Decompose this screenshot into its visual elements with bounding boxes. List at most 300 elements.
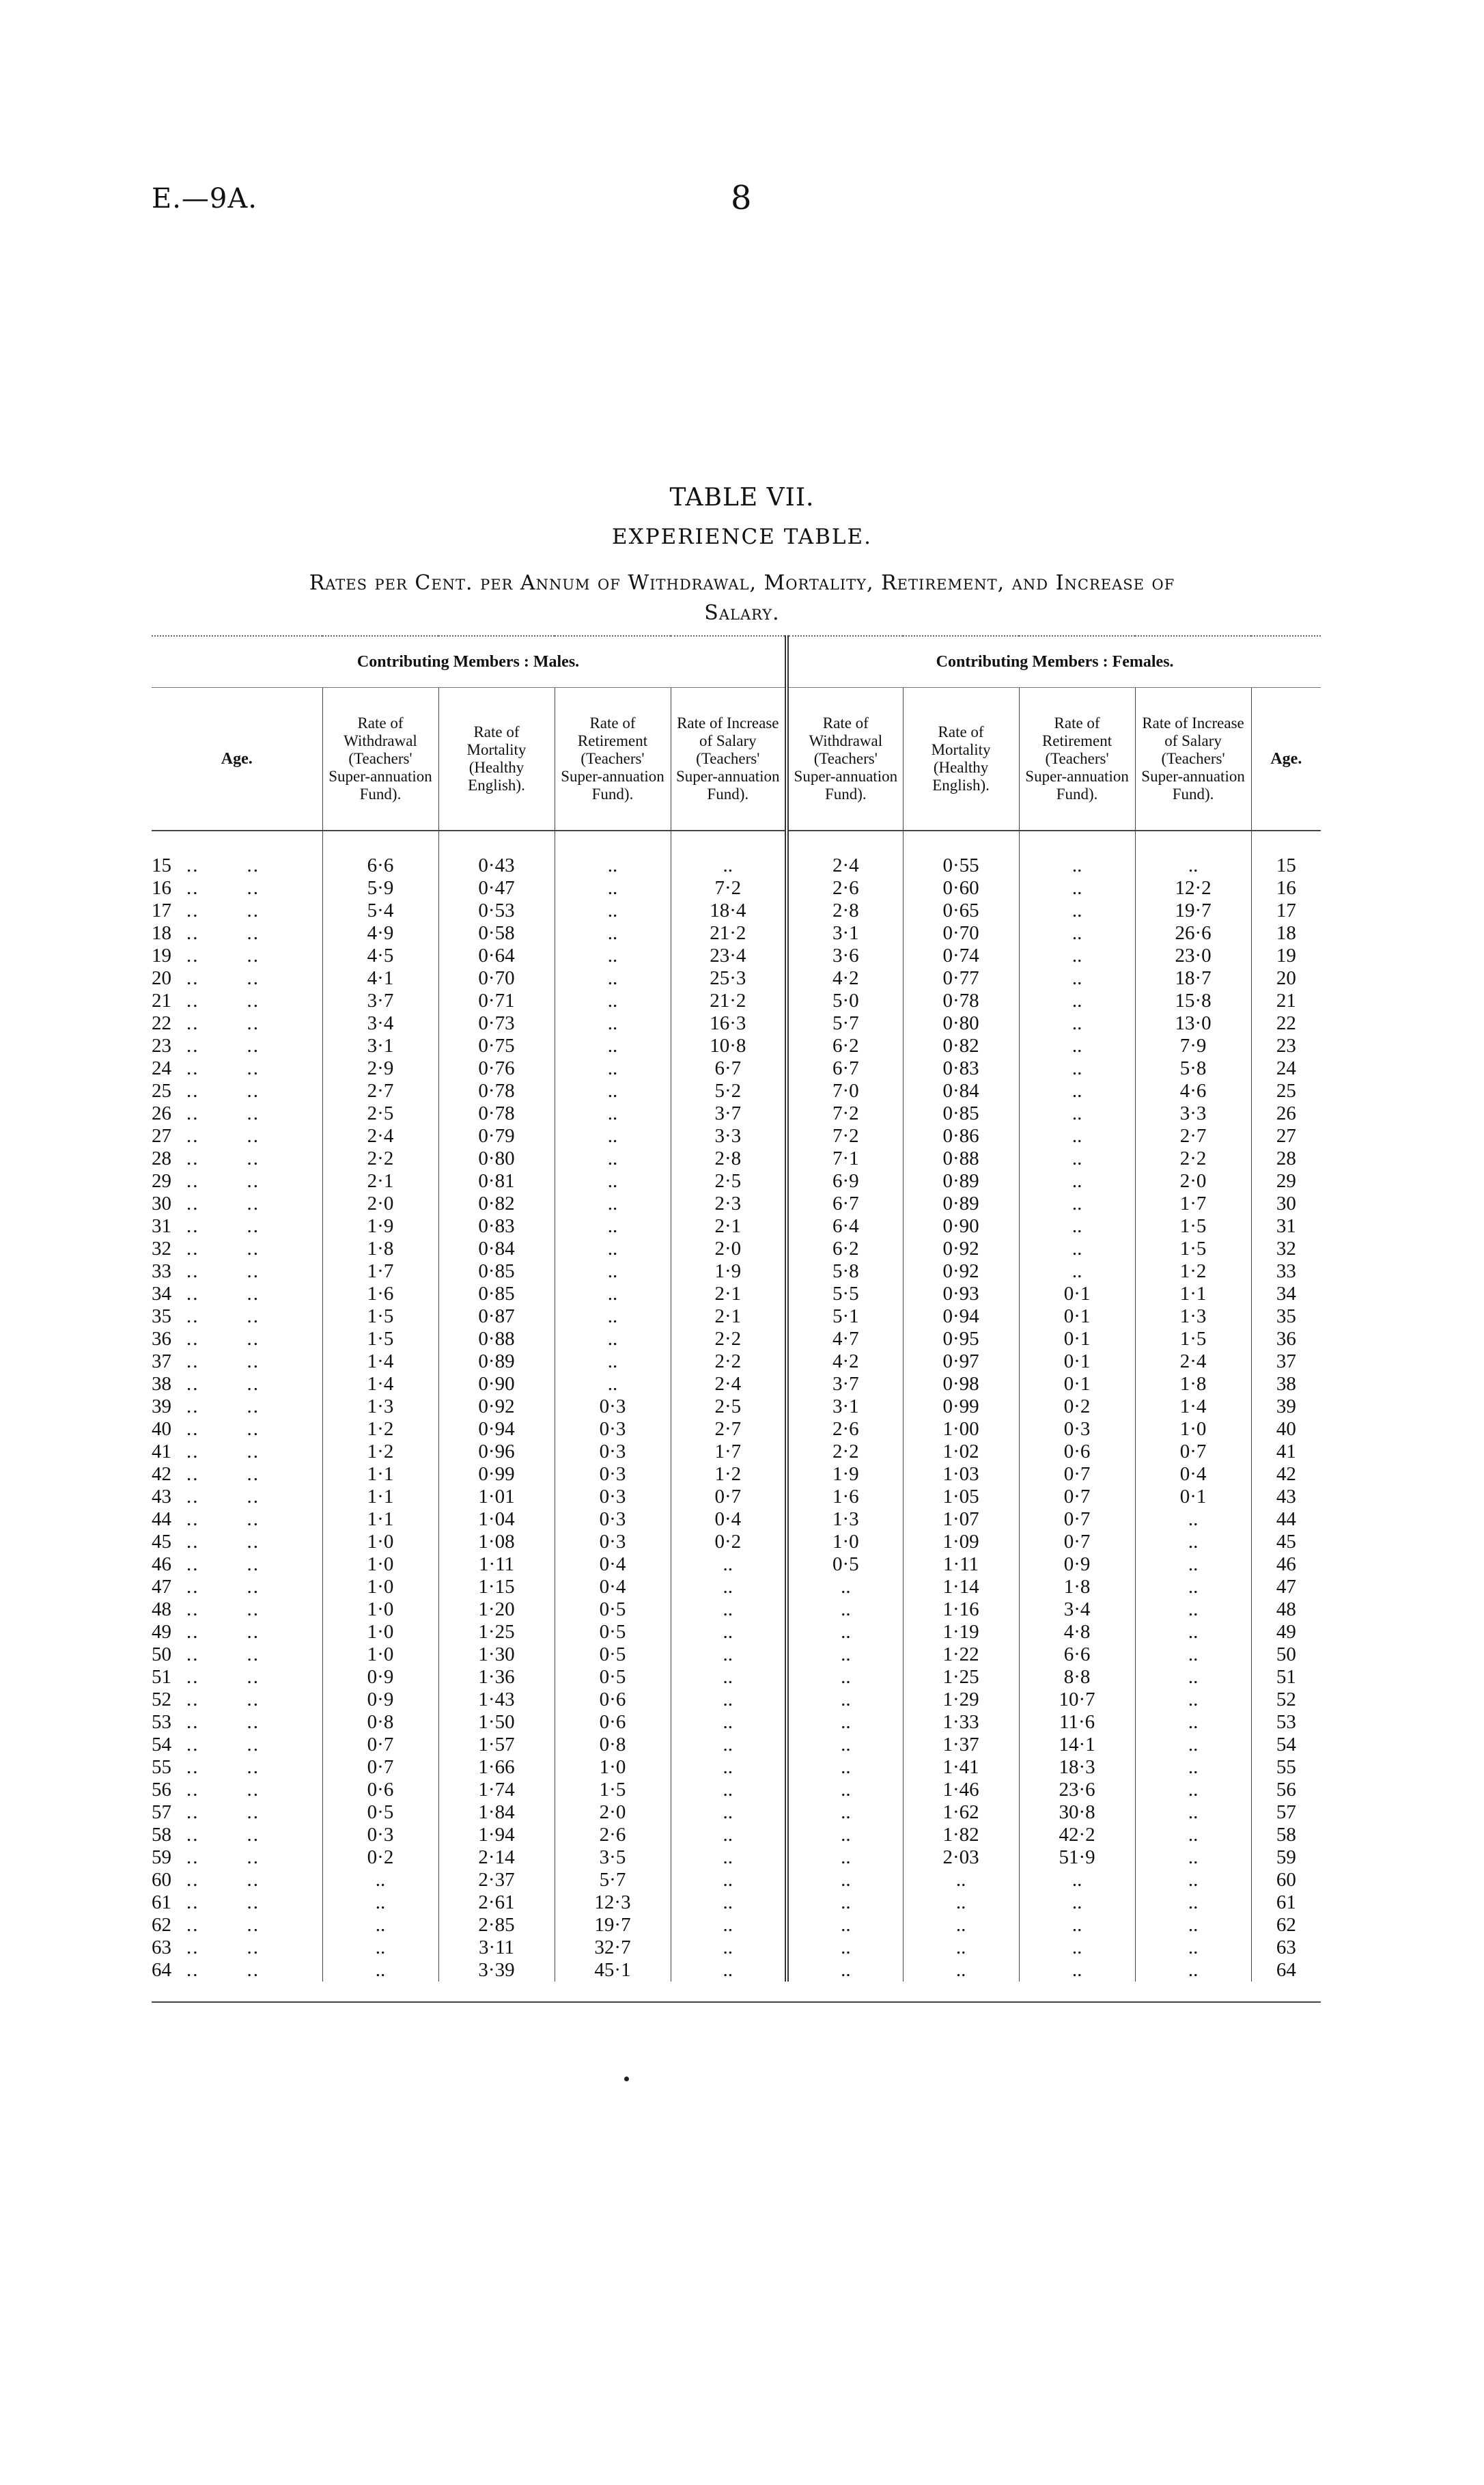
row-age-value: 33 [152,1260,171,1282]
row-age-right: 23 [1276,1035,1296,1057]
table-row [152,1238,1321,1260]
cell-female-salary-increase: .. [1135,1531,1251,1553]
row-age-value: 56 [152,1779,171,1801]
cell-male-mortality: 0·76 [438,1057,555,1080]
cell-male-withdrawal: 5·4 [322,900,438,922]
cell-male-salary-increase: 16·3 [671,1012,787,1035]
cell-male-withdrawal: 0·3 [322,1824,438,1846]
cell-male-salary-increase: 6·7 [671,1057,787,1080]
cell-male-mortality: 0·88 [438,1328,555,1350]
row-age [152,1396,322,1418]
column-header-female-retirement: Rate of Retirement (Teachers' Super-annuation Fund). [1019,688,1135,831]
cell-male-mortality: 1·94 [438,1824,555,1846]
row-age [152,1080,322,1102]
row-age-right: 59 [1276,1846,1296,1868]
cell-male-withdrawal: 1·4 [322,1373,438,1396]
cell-female-retirement: 23·6 [1019,1779,1135,1801]
cell-female-mortality: 1·09 [903,1531,1019,1553]
row-age-right: 61 [1276,1891,1296,1913]
row-age-value: 21 [152,990,171,1012]
leader-dots: .. [247,1779,260,1801]
cell-male-withdrawal: 1·7 [322,1260,438,1283]
table-row [152,1035,1321,1057]
row-age [152,1689,322,1711]
leader-dots: .. [186,1418,199,1440]
cell-female-retirement: .. [1019,1102,1135,1125]
leader-dots: .. [247,1508,260,1530]
cell-female-withdrawal: 3·1 [787,1396,903,1418]
leader-dots: .. [186,1734,199,1755]
cell-female-mortality: 1·46 [903,1779,1019,1801]
table-row [152,1643,1321,1666]
row-age-value: 64 [152,1959,171,1981]
row-age [152,1553,322,1576]
cell-male-withdrawal: 0·9 [322,1666,438,1689]
cell-female-withdrawal: 1·9 [787,1463,903,1486]
cell-female-retirement: .. [1019,1057,1135,1080]
cell-female-withdrawal: 2·8 [787,900,903,922]
leader-dots: .. [247,1283,260,1305]
row-age-right: 56 [1276,1779,1296,1801]
cell-female-withdrawal: 7·1 [787,1148,903,1170]
leader-dots: .. [186,1486,199,1508]
cell-female-salary-increase: .. [1135,1959,1251,1982]
cell-female-retirement: .. [1019,1914,1135,1936]
row-age [152,1621,322,1643]
cell-male-withdrawal: 2·4 [322,1125,438,1148]
leader-dots: .. [247,922,260,944]
cell-female-withdrawal: 3·1 [787,922,903,945]
row-age [152,1959,322,1982]
cell-male-retirement: .. [555,1057,671,1080]
cell-male-retirement: 0·6 [555,1689,671,1711]
cell-female-salary-increase: 1·0 [1135,1418,1251,1441]
table-row [152,1689,1321,1711]
cell-male-salary-increase: .. [671,1869,787,1891]
cell-female-salary-increase: 13·0 [1135,1012,1251,1035]
cell-male-mortality: 0·84 [438,1238,555,1260]
row-age-value: 20 [152,967,171,989]
cell-male-withdrawal: 1·5 [322,1305,438,1328]
row-age-value: 51 [152,1666,171,1688]
row-age [152,1531,322,1553]
cell-female-retirement: 0·7 [1019,1531,1135,1553]
row-age-value: 52 [152,1689,171,1710]
row-age-value: 42 [152,1463,171,1485]
cell-female-withdrawal: 6·4 [787,1215,903,1238]
row-age-value: 29 [152,1170,171,1192]
row-age-right: 48 [1276,1598,1296,1620]
group-header-males: Contributing Members : Males. [152,636,787,688]
leader-dots: .. [186,855,199,876]
cell-female-retirement: .. [1019,900,1135,922]
row-age-right: 22 [1276,1012,1296,1034]
cell-male-mortality: 0·58 [438,922,555,945]
cell-female-salary-increase: 15·8 [1135,990,1251,1012]
cell-female-withdrawal: .. [787,1711,903,1734]
row-age-value: 17 [152,900,171,921]
cell-male-retirement: .. [555,1328,671,1350]
row-age-right: 52 [1276,1689,1296,1710]
cell-male-withdrawal: 0·6 [322,1779,438,1801]
cell-male-withdrawal: 1·0 [322,1553,438,1576]
cell-female-withdrawal: .. [787,1621,903,1643]
cell-male-salary-increase: 21·2 [671,922,787,945]
cell-female-withdrawal: 2·4 [787,855,903,877]
row-age-value: 49 [152,1621,171,1643]
table-row [152,1260,1321,1283]
cell-male-retirement: 0·3 [555,1508,671,1531]
cell-male-salary-increase: 1·9 [671,1260,787,1283]
row-age-right: 17 [1276,900,1296,921]
cell-female-salary-increase: 12·2 [1135,877,1251,900]
leader-dots: .. [186,1914,199,1936]
leader-dots: .. [247,1824,260,1846]
cell-male-retirement: 0·3 [555,1486,671,1508]
cell-female-withdrawal: .. [787,1914,903,1936]
cell-female-retirement: 51·9 [1019,1846,1135,1869]
cell-female-withdrawal: 4·7 [787,1328,903,1350]
table-row [152,922,1321,945]
cell-female-withdrawal: 6·7 [787,1057,903,1080]
cell-male-salary-increase: 2·5 [671,1170,787,1193]
cell-female-withdrawal: .. [787,1801,903,1824]
cell-male-salary-increase: 2·2 [671,1350,787,1373]
cell-female-salary-increase: 2·0 [1135,1170,1251,1193]
row-age [152,1193,322,1215]
leader-dots: .. [247,1328,260,1350]
cell-female-withdrawal: 7·2 [787,1102,903,1125]
row-age [152,877,322,900]
cell-female-retirement: .. [1019,1080,1135,1102]
row-age-value: 24 [152,1057,171,1079]
cell-male-retirement: .. [555,1238,671,1260]
cell-female-retirement: .. [1019,967,1135,990]
row-age-right: 36 [1276,1328,1296,1350]
cell-male-withdrawal: 2·1 [322,1170,438,1193]
leader-dots: .. [186,1441,199,1462]
cell-male-withdrawal: 2·0 [322,1193,438,1215]
cell-female-salary-increase: .. [1135,1666,1251,1689]
cell-female-salary-increase: .. [1135,1846,1251,1869]
cell-male-salary-increase: 2·4 [671,1373,787,1396]
row-age-right: 46 [1276,1553,1296,1575]
cell-female-mortality: 0·70 [903,922,1019,945]
row-age-value: 34 [152,1283,171,1305]
cell-male-withdrawal: 1·0 [322,1621,438,1643]
cell-male-mortality: 0·90 [438,1373,555,1396]
row-age [152,1170,322,1193]
table-row [152,1057,1321,1080]
cell-female-mortality: 0·83 [903,1057,1019,1080]
row-age-right: 57 [1276,1801,1296,1823]
cell-male-salary-increase: .. [671,1598,787,1621]
cell-male-mortality: 1·84 [438,1801,555,1824]
leader-dots: .. [247,1914,260,1936]
cell-male-mortality: 0·85 [438,1260,555,1283]
cell-male-salary-increase: 23·4 [671,945,787,967]
cell-female-withdrawal: 6·7 [787,1193,903,1215]
table-row [152,1846,1321,1869]
leader-dots: .. [247,1689,260,1710]
cell-male-retirement: .. [555,945,671,967]
row-age [152,1463,322,1486]
cell-female-salary-increase: 1·4 [1135,1396,1251,1418]
cell-male-retirement: .. [555,967,671,990]
leader-dots: .. [186,1283,199,1305]
cell-female-retirement: .. [1019,1891,1135,1914]
leader-dots: .. [247,877,260,899]
row-age-right: 45 [1276,1531,1296,1553]
row-age-value: 57 [152,1801,171,1823]
cell-male-salary-increase: 2·0 [671,1238,787,1260]
cell-female-withdrawal: .. [787,1756,903,1779]
leader-dots: .. [186,990,199,1012]
row-age [152,1328,322,1350]
column-header-age: Age. [152,688,322,831]
row-age-value: 59 [152,1846,171,1868]
row-age-value: 38 [152,1373,171,1395]
cell-male-salary-increase: .. [671,1734,787,1756]
cell-female-salary-increase: .. [1135,855,1251,877]
cell-male-retirement: .. [555,1102,671,1125]
cell-male-retirement: 0·5 [555,1643,671,1666]
cell-female-salary-increase: 2·7 [1135,1125,1251,1148]
cell-female-withdrawal: .. [787,1869,903,1891]
cell-female-mortality: 0·86 [903,1125,1019,1148]
cell-female-withdrawal: .. [787,1734,903,1756]
row-age-right: 43 [1276,1486,1296,1508]
row-age-right: 41 [1276,1441,1296,1462]
cell-male-salary-increase: .. [671,1936,787,1959]
cell-female-mortality: .. [903,1914,1019,1936]
cell-female-salary-increase: 0·7 [1135,1441,1251,1463]
cell-female-mortality: 0·95 [903,1328,1019,1350]
cell-female-withdrawal: 6·9 [787,1170,903,1193]
cell-male-retirement: .. [555,900,671,922]
page-number: 8 [731,179,752,217]
table-row [152,1621,1321,1643]
cell-female-mortality: 0·84 [903,1080,1019,1102]
cell-male-withdrawal: 1·2 [322,1418,438,1441]
cell-female-retirement: 0·1 [1019,1305,1135,1328]
row-age-value: 63 [152,1936,171,1958]
row-age-right: 27 [1276,1125,1296,1147]
cell-female-retirement: .. [1019,1170,1135,1193]
cell-male-mortality: 0·83 [438,1215,555,1238]
cell-female-retirement: .. [1019,1148,1135,1170]
cell-male-withdrawal: 1·1 [322,1508,438,1531]
cell-female-retirement: .. [1019,1035,1135,1057]
column-header-female-withdrawal: Rate of Withdrawal (Teachers' Super-annuation Fund). [787,688,903,831]
cell-female-mortality: 1·03 [903,1463,1019,1486]
cell-male-salary-increase: .. [671,1801,787,1824]
row-age [152,945,322,967]
cell-female-retirement: 0·1 [1019,1283,1135,1305]
cell-female-mortality: 0·88 [903,1148,1019,1170]
table-row [152,1576,1321,1598]
row-age-right: 32 [1276,1238,1296,1260]
leader-dots: .. [186,1057,199,1079]
table-row [152,1914,1321,1936]
table-row [152,1080,1321,1102]
cell-female-retirement: 0·9 [1019,1553,1135,1576]
row-age [152,1441,322,1463]
cell-male-salary-increase: .. [671,1711,787,1734]
row-age [152,1869,322,1891]
cell-female-withdrawal: 0·5 [787,1553,903,1576]
leader-dots: .. [186,945,199,967]
leader-dots: .. [247,1170,260,1192]
table-row [152,1441,1321,1463]
cell-female-withdrawal: 5·5 [787,1283,903,1305]
cell-male-salary-increase: 3·3 [671,1125,787,1148]
row-age-right: 34 [1276,1283,1296,1305]
cell-male-mortality: 0·87 [438,1305,555,1328]
cell-male-salary-increase: .. [671,1914,787,1936]
cell-male-salary-increase: 2·1 [671,1305,787,1328]
row-age-right: 60 [1276,1869,1296,1891]
cell-female-withdrawal: 5·7 [787,1012,903,1035]
row-age-value: 61 [152,1891,171,1913]
table-row [152,1936,1321,1959]
cell-female-salary-increase: 0·4 [1135,1463,1251,1486]
row-age-right: 35 [1276,1305,1296,1327]
row-age-right: 15 [1276,855,1296,876]
row-age-right: 50 [1276,1643,1296,1665]
leader-dots: .. [186,1396,199,1417]
row-age [152,1666,322,1689]
row-age [152,1891,322,1914]
table-body [152,831,1321,1982]
table-heading-line-1: Rates per Cent. per Annum of Withdrawal, Mortality, Retirement, and Increase of [309,571,1175,595]
cell-female-withdrawal: 2·6 [787,877,903,900]
cell-male-salary-increase: .. [671,1621,787,1643]
cell-male-salary-increase: 0·7 [671,1486,787,1508]
row-age-value: 46 [152,1553,171,1575]
cell-female-retirement: 8·8 [1019,1666,1135,1689]
table-row [152,1959,1321,1982]
table-row [152,1801,1321,1824]
cell-male-mortality: 1·50 [438,1711,555,1734]
cell-female-withdrawal: .. [787,1846,903,1869]
leader-dots: .. [186,1035,199,1057]
cell-female-salary-increase: 1·3 [1135,1305,1251,1328]
experience-table [152,635,1321,1982]
cell-female-mortality: 1·11 [903,1553,1019,1576]
leader-dots: .. [247,1553,260,1575]
cell-male-salary-increase: 2·1 [671,1283,787,1305]
cell-male-retirement: 0·3 [555,1418,671,1441]
row-age [152,990,322,1012]
table-row [152,1508,1321,1531]
cell-female-salary-increase: 1·5 [1135,1215,1251,1238]
cell-male-salary-increase: .. [671,1824,787,1846]
row-age [152,1576,322,1598]
row-age-right: 63 [1276,1936,1296,1958]
cell-female-mortality: .. [903,1936,1019,1959]
row-age-value: 31 [152,1215,171,1237]
cell-male-retirement: .. [555,1283,671,1305]
leader-dots: .. [247,1035,260,1057]
cell-male-mortality: 0·79 [438,1125,555,1148]
cell-female-mortality: 1·16 [903,1598,1019,1621]
cell-female-retirement: 14·1 [1019,1734,1135,1756]
cell-female-mortality: 0·92 [903,1238,1019,1260]
cell-female-withdrawal: .. [787,1576,903,1598]
leader-dots: .. [247,1238,260,1260]
leader-dots: .. [247,1643,260,1665]
cell-female-salary-increase: 1·8 [1135,1373,1251,1396]
row-age-value: 45 [152,1531,171,1553]
cell-male-withdrawal: 0·9 [322,1689,438,1711]
row-age [152,1057,322,1080]
row-age-value: 54 [152,1734,171,1755]
leader-dots: .. [186,1373,199,1395]
cell-male-withdrawal: .. [322,1869,438,1891]
cell-male-withdrawal: 0·7 [322,1734,438,1756]
leader-dots: .. [247,1260,260,1282]
cell-female-retirement: .. [1019,1936,1135,1959]
leader-dots: .. [247,1621,260,1643]
table-row [152,855,1321,877]
cell-female-salary-increase: .. [1135,1756,1251,1779]
row-age [152,1824,322,1846]
leader-dots: .. [247,855,260,876]
leader-dots: .. [247,1193,260,1214]
cell-male-withdrawal: 1·8 [322,1238,438,1260]
cell-female-salary-increase: .. [1135,1643,1251,1666]
leader-dots: .. [186,900,199,921]
leader-dots: .. [247,1711,260,1733]
row-age-right: 44 [1276,1508,1296,1530]
row-age-value: 40 [152,1418,171,1440]
cell-female-salary-increase: .. [1135,1508,1251,1531]
row-age-right: 53 [1276,1711,1296,1733]
cell-female-retirement: .. [1019,922,1135,945]
cell-female-retirement: 0·7 [1019,1486,1135,1508]
cell-male-salary-increase: .. [671,1576,787,1598]
table-row [152,1598,1321,1621]
row-age-right: 18 [1276,922,1296,944]
cell-male-salary-increase: .. [671,1891,787,1914]
row-age [152,1914,322,1936]
cell-female-salary-increase: .. [1135,1824,1251,1846]
cell-female-withdrawal: 1·3 [787,1508,903,1531]
print-dot [624,2077,629,2081]
cell-male-retirement: 1·5 [555,1779,671,1801]
row-age-right: 47 [1276,1576,1296,1598]
cell-female-mortality: 0·93 [903,1283,1019,1305]
leader-dots: .. [186,1553,199,1575]
table-row [152,1869,1321,1891]
column-header-male-mortality: Rate of Mortality (Healthy English). [438,688,555,831]
row-age-value: 18 [152,922,171,944]
cell-female-retirement: 0·1 [1019,1350,1135,1373]
column-header-age-right: Age. [1251,688,1321,831]
cell-female-retirement: 1·8 [1019,1576,1135,1598]
cell-female-salary-increase: 23·0 [1135,945,1251,967]
cell-male-withdrawal: 3·7 [322,990,438,1012]
cell-male-mortality: 0·47 [438,877,555,900]
cell-female-withdrawal: 2·6 [787,1418,903,1441]
leader-dots: .. [186,1869,199,1891]
leader-dots: .. [186,1508,199,1530]
cell-female-withdrawal: 1·6 [787,1486,903,1508]
cell-female-retirement: .. [1019,945,1135,967]
cell-male-retirement: 12·3 [555,1891,671,1914]
cell-female-mortality: 0·89 [903,1193,1019,1215]
